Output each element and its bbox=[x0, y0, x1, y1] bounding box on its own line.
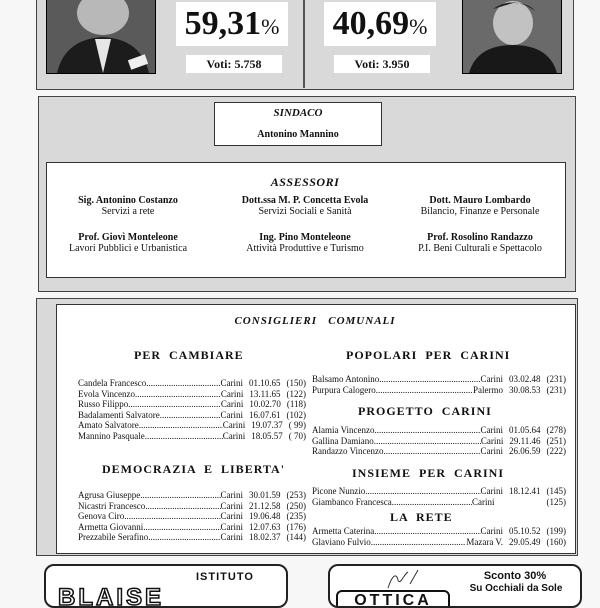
table-row bbox=[78, 431, 306, 442]
table-row bbox=[312, 486, 566, 497]
row-city: Carini bbox=[480, 526, 503, 536]
row-date: 10.02.70 bbox=[249, 399, 281, 409]
assessore-2 bbox=[210, 195, 400, 217]
row-votes: ( 70) bbox=[288, 430, 306, 441]
row-votes: (125) bbox=[546, 496, 566, 507]
row-city: Carini bbox=[220, 399, 244, 409]
candidate-votes-left: Voti: 5.758 bbox=[186, 55, 282, 73]
assessore-name: Sig. Antonino Costanzo bbox=[78, 195, 178, 206]
row-city: Carini bbox=[220, 532, 243, 542]
row-name: Prezzabile Serafino bbox=[78, 532, 149, 542]
row-date: 26.06.59 bbox=[509, 446, 541, 456]
row-votes: ( 99) bbox=[288, 420, 306, 430]
assessore-6 bbox=[398, 232, 562, 254]
assessore-1 bbox=[48, 195, 208, 217]
portrait-left-image bbox=[47, 0, 155, 73]
table-row bbox=[312, 526, 566, 537]
row-date: 21.12.58 bbox=[249, 500, 281, 511]
row-date: 19.06.48 bbox=[249, 511, 281, 521]
table-row bbox=[78, 522, 306, 533]
row-city: Carini bbox=[480, 446, 503, 456]
group-rows bbox=[78, 378, 306, 441]
row-votes: (150) bbox=[286, 378, 306, 388]
assessore-role: Attività Produttive e Turismo bbox=[246, 243, 364, 254]
assessore-3 bbox=[398, 195, 562, 217]
handwritten-signature-image bbox=[384, 566, 424, 596]
table-row bbox=[78, 389, 306, 400]
row-date: 05.10.52 bbox=[509, 526, 541, 536]
row-votes: (118) bbox=[286, 399, 306, 409]
ad-ottica-logo: OTTICA bbox=[354, 592, 432, 608]
table-row bbox=[78, 501, 306, 512]
assessore-name: Prof. Giovì Monteleone bbox=[78, 232, 178, 243]
row-date: 12.07.63 bbox=[249, 521, 281, 532]
assessore-name: Dott. Mauro Lombardo bbox=[429, 195, 531, 206]
group-rows bbox=[312, 374, 566, 395]
candidate-percent-right bbox=[324, 2, 436, 46]
row-name: Purpura Calogero bbox=[312, 384, 376, 395]
group-rows bbox=[312, 486, 566, 507]
row-name: Picone Nunzio bbox=[312, 486, 366, 496]
assessore-5 bbox=[210, 232, 400, 254]
row-city: Carini bbox=[222, 420, 246, 430]
portrait-right-image bbox=[463, 0, 561, 73]
assessore-role: Bilancio, Finanze e Personale bbox=[420, 206, 540, 217]
ad-istituto-name: BLAISE bbox=[58, 584, 165, 608]
assessore-role: Lavori Pubblici e Urbanistica bbox=[68, 243, 188, 254]
table-row bbox=[312, 497, 566, 508]
sindaco-box bbox=[214, 102, 382, 146]
row-votes: (144) bbox=[286, 532, 306, 542]
row-city: Carini bbox=[220, 388, 244, 399]
assessore-name: Ing. Pino Monteleone bbox=[259, 232, 351, 243]
percent-right-value: 40,69 bbox=[332, 5, 410, 42]
table-row bbox=[78, 410, 306, 421]
row-date: 19.07.37 bbox=[251, 420, 283, 430]
candidate-votes-right: Voti: 3.950 bbox=[334, 55, 430, 73]
row-name: Candela Francesco bbox=[78, 378, 147, 388]
candidate-photo-left bbox=[46, 0, 156, 74]
row-votes: (231) bbox=[546, 384, 566, 395]
group-title: POPOLARI PER CARINI bbox=[346, 348, 511, 362]
candidate-photo-right bbox=[462, 0, 562, 74]
row-votes: (176) bbox=[286, 521, 306, 532]
ad-ottica-line1: Sconto 30% bbox=[483, 570, 547, 582]
row-date: 16.07.61 bbox=[249, 409, 281, 420]
assessore-role: Servizi a rete bbox=[101, 206, 155, 217]
row-city: Carini bbox=[220, 378, 243, 388]
row-date: 29.11.46 bbox=[509, 435, 541, 446]
group-title: LA RETE bbox=[390, 510, 453, 524]
row-votes: (253) bbox=[286, 490, 306, 500]
sindaco-heading: SINDACO bbox=[273, 107, 323, 119]
row-name: Genova Ciro bbox=[78, 511, 125, 521]
row-name: Badalamenti Salvatore bbox=[78, 409, 160, 420]
row-date: 18.02.37 bbox=[249, 532, 281, 542]
row-name: Nicastri Francesco bbox=[78, 500, 146, 511]
percent-left-symbol: % bbox=[261, 14, 280, 39]
row-city: Carini bbox=[220, 500, 243, 511]
row-name: Amato Salvatore bbox=[78, 420, 139, 430]
row-name: Balsamo Antonino bbox=[312, 374, 380, 384]
row-votes: (278) bbox=[546, 425, 566, 435]
row-votes: (199) bbox=[546, 526, 566, 536]
row-city: Palermo bbox=[473, 384, 503, 395]
table-row bbox=[78, 378, 306, 389]
table-row bbox=[312, 446, 566, 457]
row-city: Carini bbox=[480, 486, 503, 496]
table-row bbox=[78, 399, 306, 410]
percent-left-value: 59,31 bbox=[184, 5, 262, 42]
assessore-role: P.I. Beni Culturali e Spettacolo bbox=[418, 243, 542, 254]
assessore-4 bbox=[48, 232, 208, 254]
group-title: INSIEME PER CARINI bbox=[352, 466, 505, 480]
row-votes: (231) bbox=[546, 374, 566, 384]
table-row bbox=[312, 537, 566, 548]
sindaco-name: Antonino Mannino bbox=[257, 129, 339, 140]
row-votes: (222) bbox=[546, 446, 566, 456]
row-name: Randazzo Vincenzo bbox=[312, 446, 384, 456]
table-row bbox=[312, 385, 566, 396]
percent-right-symbol: % bbox=[409, 14, 428, 39]
row-votes: (251) bbox=[546, 435, 566, 446]
table-row bbox=[312, 374, 566, 385]
group-rows bbox=[312, 526, 566, 547]
row-city: Carini bbox=[220, 490, 243, 500]
assessore-name: Prof. Rosolino Randazzo bbox=[427, 232, 533, 243]
ad-istituto-label: ISTITUTO bbox=[196, 571, 254, 583]
row-date: 30.08.53 bbox=[509, 384, 541, 395]
table-row bbox=[78, 511, 306, 522]
row-name: Armetta Giovanni bbox=[78, 521, 144, 532]
assessore-name: Dott.ssa M. P. Concetta Evola bbox=[241, 195, 369, 206]
row-name: Russo Filippo bbox=[78, 399, 129, 409]
row-date: 29.05.49 bbox=[509, 536, 541, 547]
row-date: 13.11.65 bbox=[249, 388, 281, 399]
row-city: Mazara V. bbox=[466, 536, 503, 547]
table-row bbox=[78, 420, 306, 431]
candidate-percent-left bbox=[176, 2, 288, 46]
row-name: Gallina Damiano bbox=[312, 435, 374, 446]
consiglieri-heading: CONSIGLIERI COMUNALI bbox=[234, 315, 396, 327]
ad-ottica bbox=[328, 564, 582, 608]
table-row bbox=[312, 425, 566, 436]
group-title: PROGETTO CARINI bbox=[358, 404, 492, 418]
row-name: Alamia Vincenzo bbox=[312, 425, 375, 435]
candidates-divider bbox=[303, 0, 305, 88]
row-city: Carini bbox=[480, 435, 504, 446]
group-rows bbox=[312, 425, 566, 457]
row-votes: (102) bbox=[286, 409, 306, 420]
row-date: 30.01.59 bbox=[249, 490, 281, 500]
ad-ottica-line2: Su Occhiali da Sole bbox=[469, 583, 563, 594]
row-name: Agrusa Giuseppe bbox=[78, 490, 141, 500]
row-name: Mannino Pasquale bbox=[78, 430, 145, 441]
ad-istituto bbox=[44, 564, 288, 608]
row-name: Glaviano Fulvio bbox=[312, 536, 371, 547]
row-city: Carini bbox=[220, 511, 243, 521]
row-date: 01.05.64 bbox=[509, 425, 541, 435]
row-name: Evola Vincenzo bbox=[78, 388, 136, 399]
table-row bbox=[312, 436, 566, 447]
row-city: Carini bbox=[480, 425, 503, 435]
group-title: PER CAMBIARE bbox=[134, 348, 244, 362]
row-name: Armetta Caterina bbox=[312, 526, 375, 536]
table-row bbox=[78, 532, 306, 543]
row-votes: (122) bbox=[286, 388, 306, 399]
row-votes: (235) bbox=[286, 511, 306, 521]
assessori-heading: ASSESSORI bbox=[270, 175, 340, 189]
group-rows bbox=[78, 490, 306, 543]
row-votes: (160) bbox=[546, 536, 566, 547]
assessore-role: Servizi Sociali e Sanità bbox=[258, 206, 352, 217]
row-votes: (250) bbox=[286, 500, 306, 511]
row-city: Carini bbox=[480, 374, 503, 384]
row-city: Carini bbox=[220, 409, 243, 420]
row-name: Giambanco Francesca bbox=[312, 496, 392, 507]
group-title: DEMOCRAZIA E LIBERTA' bbox=[102, 462, 286, 476]
row-date: 03.02.48 bbox=[509, 374, 541, 384]
row-date: 01.10.65 bbox=[249, 378, 281, 388]
row-city: Carini bbox=[220, 521, 243, 532]
row-date bbox=[501, 497, 541, 508]
row-votes: (145) bbox=[546, 486, 566, 496]
table-row bbox=[78, 490, 306, 501]
row-date: 18.12.41 bbox=[509, 486, 541, 496]
row-city: Carini bbox=[222, 430, 246, 441]
row-city: Carini bbox=[472, 496, 495, 507]
row-date: 18.05.57 bbox=[251, 430, 283, 441]
